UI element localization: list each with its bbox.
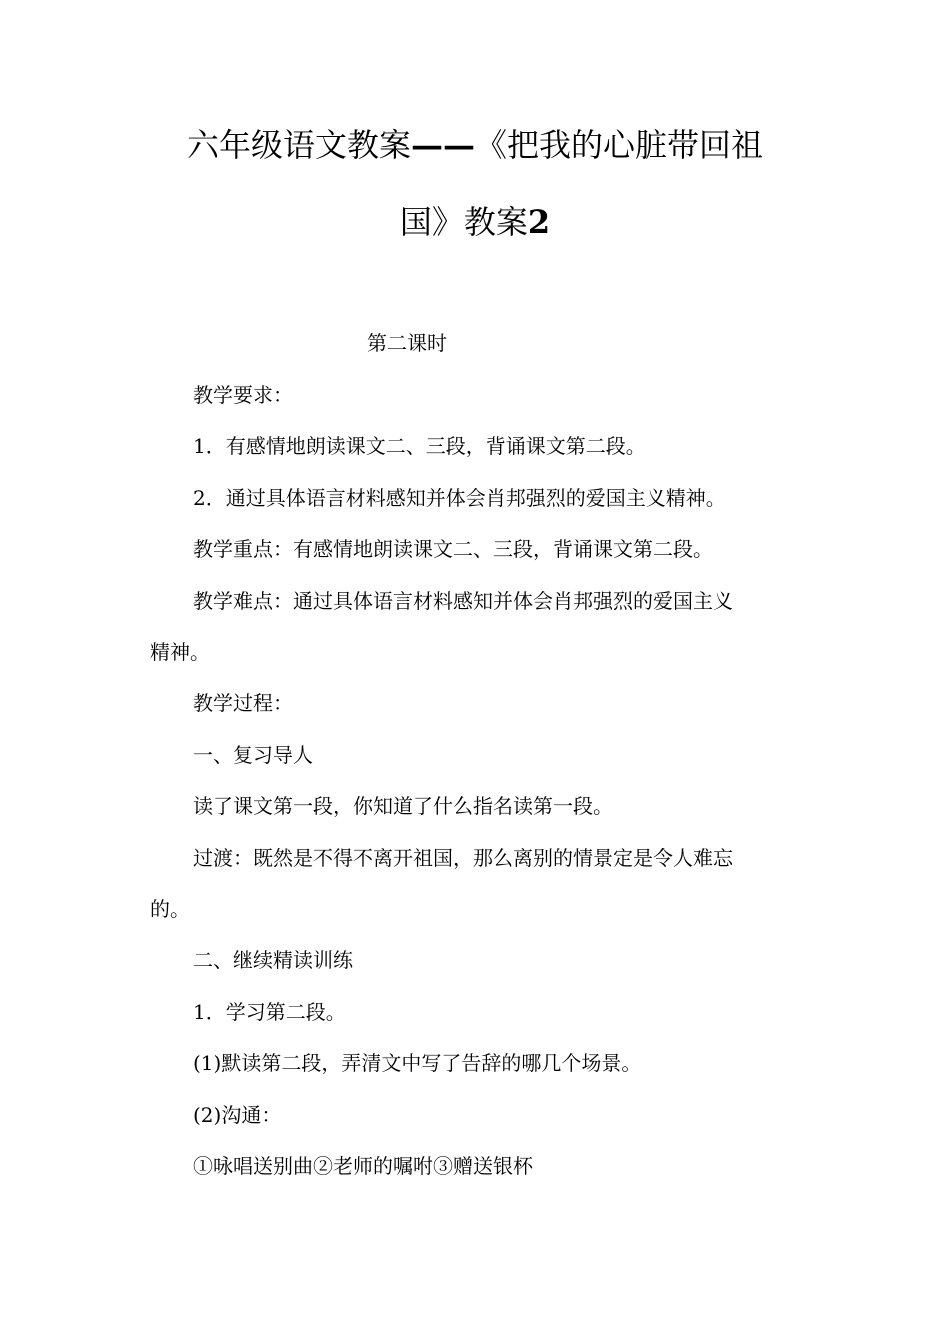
difficulty-paragraph-line2: 精神。 — [150, 640, 210, 664]
requirements-label: 教学要求： — [193, 383, 293, 407]
title-text-part3: 国》教案 — [399, 203, 528, 241]
title-number: 2 — [527, 203, 551, 241]
title-dash: —— — [411, 126, 475, 164]
document-title-line1 — [150, 125, 800, 165]
step2-heading: 二、继续精读训练 — [193, 948, 353, 972]
step1-heading: 一、复习导人 — [193, 743, 313, 767]
transition-paragraph-line2: 的。 — [150, 897, 190, 921]
title-text-part2: 《把我的心脏带回祖 — [475, 126, 764, 164]
key-point-paragraph: 教学重点：有感情地朗读课文二、三段，背诵课文第二段。 — [193, 537, 713, 561]
requirement-item-1: 1．有感情地朗读课文二、三段，背诵课文第二段。 — [193, 434, 646, 458]
title-text-part1: 六年级语文教案 — [186, 126, 411, 164]
step2-subitem-3: ①咏唱送别曲②老师的嘱咐③赠送银杯 — [193, 1154, 533, 1178]
difficulty-paragraph-line1: 教学难点：通过具体语言材料感知并体会肖邦强烈的爱国主义 — [193, 589, 733, 613]
document-title-line2 — [150, 202, 800, 242]
lesson-subtitle: 第二课时 — [367, 331, 447, 355]
step2-subitem-2: (2)沟通： — [193, 1103, 282, 1127]
step1-text: 读了课文第一段，你知道了什么指名读第一段。 — [193, 794, 613, 818]
step2-item-1: 1．学习第二段。 — [193, 1000, 346, 1024]
requirement-item-2: 2．通过具体语言材料感知并体会肖邦强烈的爱国主义精神。 — [193, 486, 726, 510]
transition-paragraph-line1: 过渡：既然是不得不离开祖国，那么离别的情景定是令人难忘 — [193, 846, 733, 870]
process-label: 教学过程： — [193, 691, 293, 715]
step2-subitem-1: (1)默读第二段，弄清文中写了告辞的哪几个场景。 — [193, 1051, 642, 1075]
